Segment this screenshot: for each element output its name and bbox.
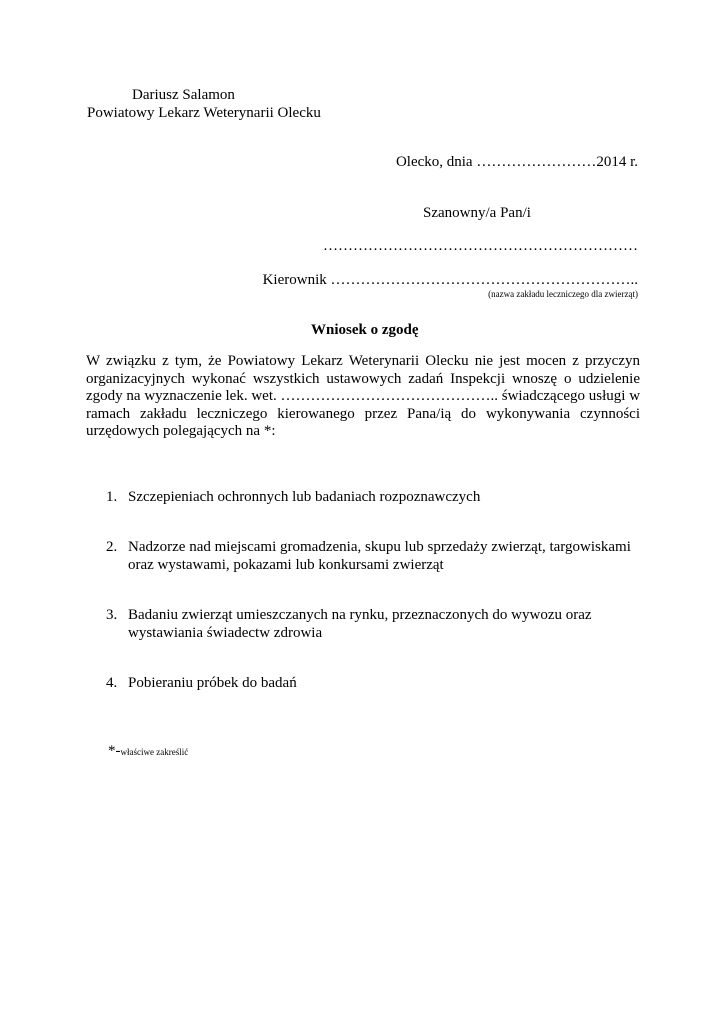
item-text: oraz wystawami, pokazami lub konkursami zwierząt [128,557,444,573]
body-paragraph [86,353,640,441]
body-line: ramach zakładu leczniczego kierowanego przez Pana/ią do wykonywania czynności [86,405,640,422]
item-text: wystawiania świadectw zdrowia [128,625,323,641]
item-number: 2. [106,539,118,555]
item-number: 3. [106,607,118,623]
body-line: urzędowych polegających na *: [86,423,276,439]
item-text: Nadzorze nad miejscami gromadzenia, skupu lub sprzedaży zwierząt, targowiskami [128,539,631,555]
footnote-text: właściwe zakreślić [120,747,189,757]
footnote [108,742,188,761]
body-line: W związku z tym, że Powiatowy Lekarz Weterynarii Olecku nie jest mocen z przyczyn [86,353,640,369]
sender-position: Powiatowy Lekarz Weterynarii Olecku [87,105,321,121]
item-number: 1. [106,489,118,505]
kierownik-line: Kierownik …………………………………………………….. [262,272,638,288]
document-title: Wniosek o zgodę [311,322,419,338]
salutation: Szanowny/a Pan/i [423,205,531,221]
item-text: Badaniu zwierząt umieszczanych na rynku, przeznaczonych do wywozu oraz [128,607,592,623]
date-line: Olecko, dnia ……………………2014 r. [395,154,638,170]
footnote-marker: *- [108,743,121,759]
item-text: Pobieraniu próbek do badań [128,675,297,691]
item-number: 4. [106,675,118,691]
sender-name: Dariusz Salamon [132,87,235,103]
body-line: zgody na wyznaczenie lek. wet. …………………………………….. świadczącego usługi w [86,388,641,404]
recipient-name-line: ……………………………………………………… [323,238,638,254]
kierownik-note: (nazwa zakładu leczniczego dla zwierząt) [488,289,638,299]
item-text: Szczepieniach ochronnych lub badaniach rozpoznawczych [128,489,481,505]
body-line: organizacyjnych wykonać wszystkich ustawowych zadań Inspekcji wnoszę o udzielenie [86,370,640,387]
